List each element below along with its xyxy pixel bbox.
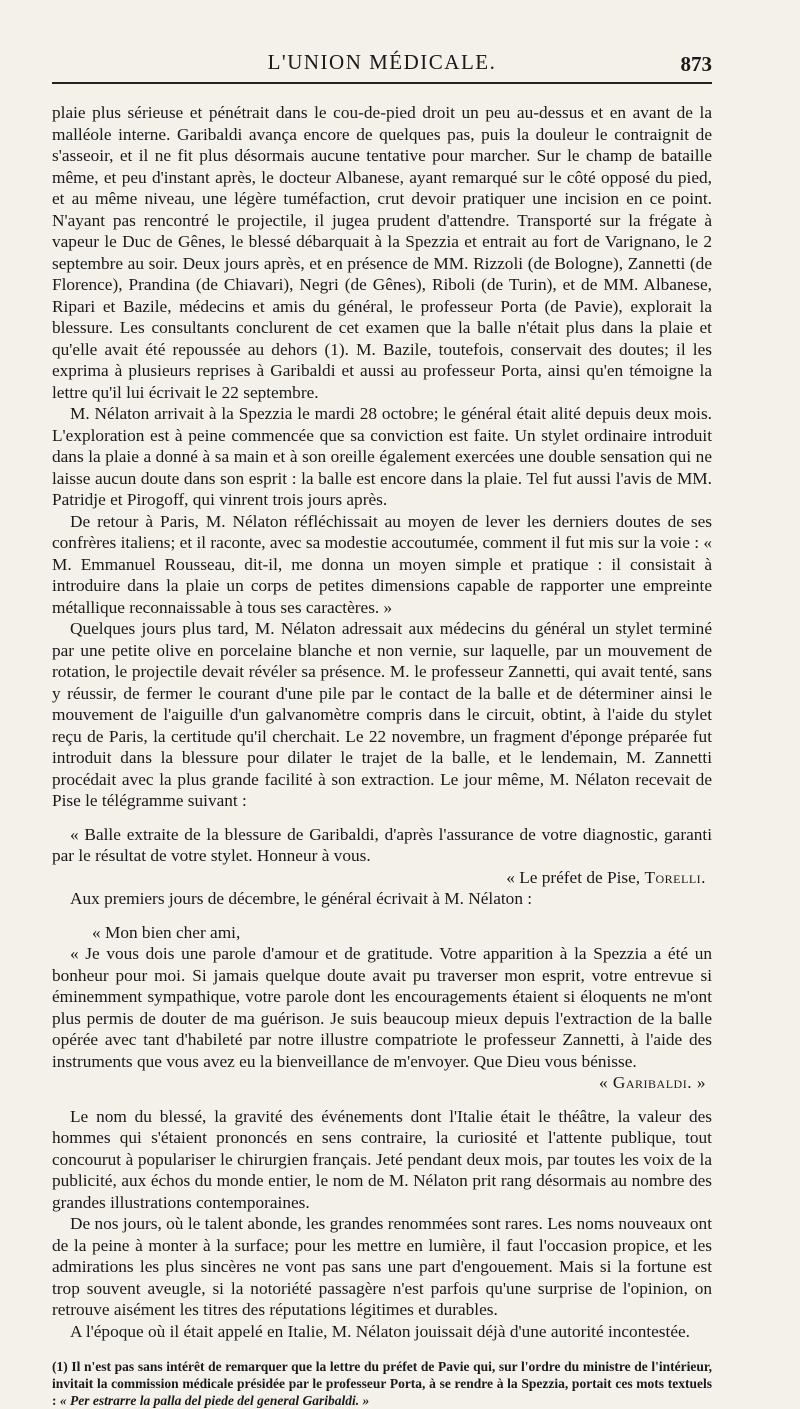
paragraph: plaie plus sérieuse et pénétrait dans le cou-de-pied droit un peu au-dessus et en avant de la malléole interne. Garibaldi avança encore de quelques pas, puis la douleur le contraignit de s'asseoir, et il ne fit plus désormais aucune tentative pour marcher. Sur le champ de bataille même, et peu d'instant après, le docteur Albanese, ayant remarqué sur le côté opposé du pied, et au même niveau, une légère tuméfaction, crut devoir pratiquer une incision en ce point. N'ayant pas rencontré le projectile, il jugea prudent d'attendre. Transporté sur la frégate à vapeur le Duc de Gênes, le blessé débarquait à la Spezzia et entrait au fort de Varignano, le 2 septembre au soir. Deux jours après, et en présence de MM. Rizzoli (de Bologne), Zannetti (de Florence), Prandina (de Chiavari), Negri (de Gênes), Riboli (de Turin), et de MM. Albanese, Ripari et Bazile, médecins et amis du général, le professeur Porta (de Pavie), explorait la blessure. Les consultants conclurent de cet examen que la balle n'était plus dans la plaie et qu'elle avait été repoussée au dehors (1). M. Bazile, toutefois, conservait des doutes; il les exprima à plusieurs reprises à Garibaldi et aussi au professeur Porta, ainsi qu'en témoigne la lettre qu'il lui écrivait le 22 septembre. <box>52 103 712 402</box>
telegram-text: « Balle extraite de la blessure de Garibaldi, d'après l'assurance de votre diagnostic, garanti par le résultat de votre stylet. Honneur à vous. <box>52 824 712 865</box>
letter-intro: Aux premiers jours de décembre, le général écrivait à M. Nélaton : <box>70 889 533 908</box>
paragraph: De nos jours, où le talent abonde, les grandes renommées sont rares. Les noms nouveaux ont de la peine à monter à la surface; pour les mettre en lumière, il faut l'occasion propice, et les admirations les plus sincères ne vont pas sans une part d'engouement. Mais si la fortune est trop souvent aveugle, si la notoriété passagère n'est parfois qu'une surprise de l'opinion, on retrouve aisément les titres des réputations légitimes et durables. <box>52 1214 712 1319</box>
paragraph: M. Nélaton arrivait à la Spezzia le mardi 28 octobre; le général était alité depuis deux mois. L'exploration est à peine commencée que sa conviction est faite. Un stylet ordinaire introduit dans la plaie a donné à sa main et à son oreille également exercées une double sensation qui ne laisse aucun doute dans son esprit : la balle est encore dans la plaie. Tel fut aussi l'avis de MM. Patridje et Pirogoff, qui vinrent trois jours après. <box>52 404 712 509</box>
header-rule <box>52 82 712 84</box>
body-text <box>52 102 712 1409</box>
letter <box>52 922 712 1094</box>
paragraph: Le nom du blessé, la gravité des événements dont l'Italie était le théâtre, la valeur des hommes qui s'étaient prononcés en sens contraire, la curiosité et l'attente publique, tout concourut à populariser le chirurgien français. Jeté pendant deux mois, par toutes les voix de la publicité, aux échos du monde entier, le nom de M. Nélaton prit rang désormais au nombre des grandes illustrations contemporaines. <box>52 1106 712 1212</box>
telegram-signature-name: Torelli. <box>644 867 706 887</box>
paragraph: A l'époque où il était appelé en Italie, M. Nélaton jouissait déjà d'une autorité incontestée. <box>70 1321 690 1341</box>
telegram-signature <box>52 867 712 889</box>
paragraph: De retour à Paris, M. Nélaton réfléchissait au moyen de lever les derniers doutes de ses confrères italiens; et il raconte, avec sa modestie accoutumée, comment il fut mis sur la voie : « M. Emmanuel Rousseau, dit-il, me donna un moyen simple et pratique : il consistait à introduire dans la plaie un corps de petites dimensions capable de rapporter une empreinte métallique reconnaissable à tous ses caractères. » <box>52 511 712 617</box>
letter-body: « Je vous dois une parole d'amour et de gratitude. Votre apparition à la Spezzia a été un bonheur pour moi. Si jamais quelque doute avait pu traverser mon esprit, votre entrevue si éminemment sympathique, votre parole dont les encouragements étaient si éloquents ne m'ont plus permis de douter de ma guérison. Je suis beaucoup mieux depuis l'extraction de la balle opérée avec tant d'habileté par notre illustre compatriote le professeur Zannetti, à l'aide des instruments que vous avez eu la bienveillance de m'envoyer. Que Dieu vous bénisse. <box>52 944 712 1071</box>
telegram <box>52 824 712 889</box>
letter-signature: « Garibaldi. » <box>598 1073 706 1092</box>
paragraph: Quelques jours plus tard, M. Nélaton adressait aux médecins du général un stylet terminé par une petite olive en porcelaine blanche et non vernie, sur laquelle, par un mouvement de rotation, le projectile devait révéler sa présence. M. le professeur Zannetti, qui avait tenté, sans y réussir, de fermer le courant d'une pile par le contact de la balle et de déterminer ainsi le mouvement de l'aiguille d'un galvanomètre compris dans le circuit, obtint, à l'aide du stylet reçu de Paris, la certitude qu'il cherchait. Le 22 novembre, un fragment d'éponge préparée fut introduit dans la blessure pour dilater le trajet de la balle, et le lendemain, M. Zannetti procédait avec la plus grande facilité à son extraction. Le jour même, M. Nélaton recevait de Pise le télégramme suivant : <box>52 619 712 810</box>
footnote <box>52 1358 712 1409</box>
letter-salutation: « Mon bien cher ami, <box>92 922 241 942</box>
closing-section <box>52 1106 712 1343</box>
footnote-text: (1) Il n'est pas sans intérêt de remarquer que la lettre du préfet de Pavie qui, sur l'ordre du ministre de l'intérieur, invitait la commission médicale présidée par le professeur Porta, à se rendre à la Spezzia, portait ces mots textuels : <box>52 1359 712 1408</box>
footnote-quote: « Per estrarre la palla del piede del general Garibaldi. » <box>59 1393 370 1408</box>
page-number: 873 <box>680 52 712 76</box>
page-header <box>52 50 712 80</box>
telegram-signature-prefix: « Le préfet de Pise, <box>506 867 641 887</box>
running-title: L'UNION MÉDICALE. <box>267 50 497 74</box>
